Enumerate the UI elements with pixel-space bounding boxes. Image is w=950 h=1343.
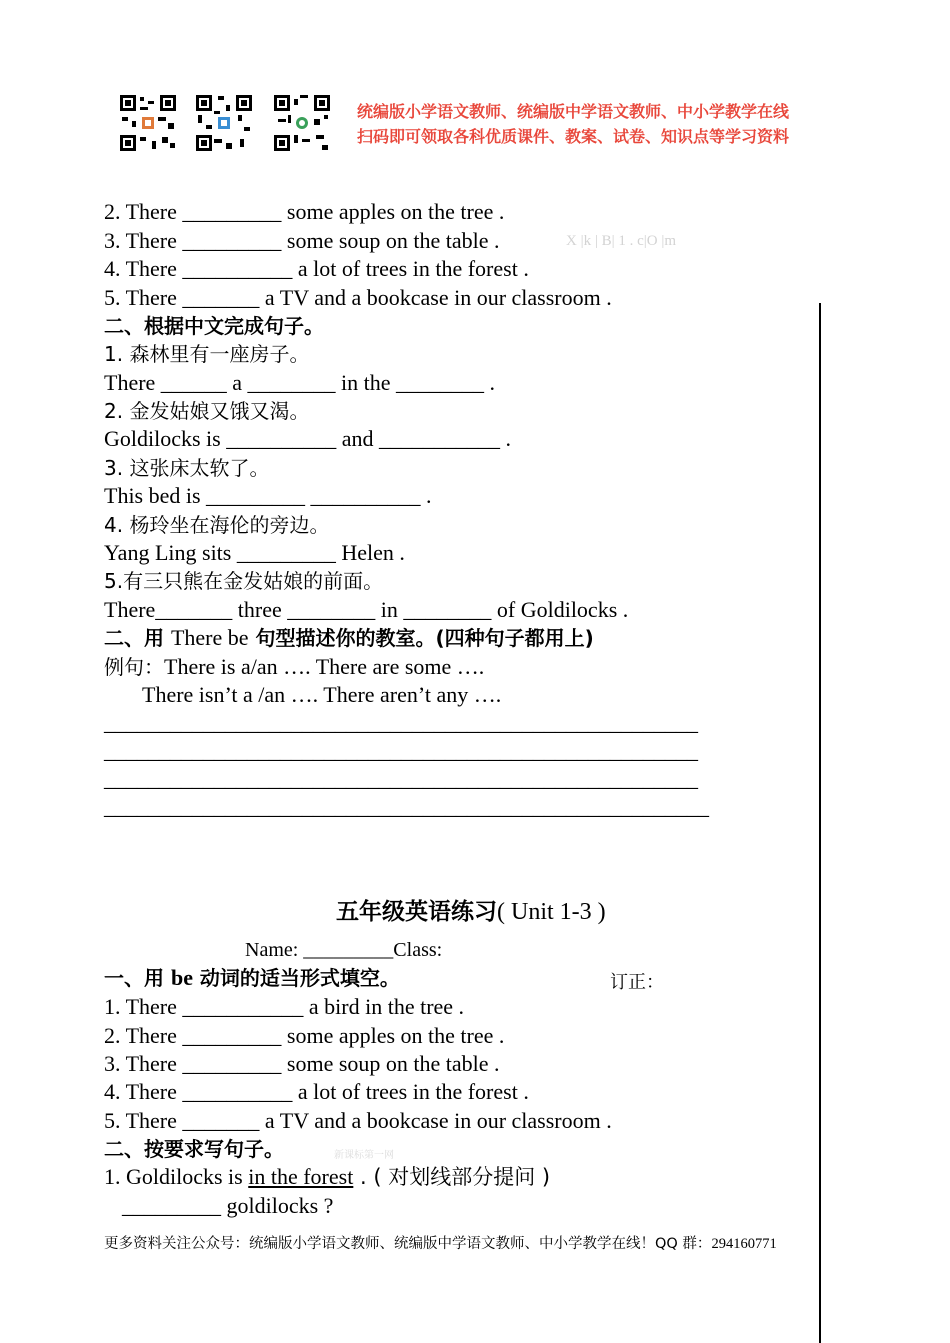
chinese-prompt: 2. 金发姑娘又饿又渴。: [104, 399, 310, 423]
footer: [104, 1232, 777, 1253]
header-line-2: 扫码即可领取各科优质课件、教案、试卷、知识点等学习资料: [357, 127, 790, 146]
header-line-1: 统编版小学语文教师、统编版中学语文教师、中小学教学在线: [357, 102, 790, 121]
header-banner: [357, 99, 789, 149]
item-text: 1. Goldilocks is: [104, 1164, 249, 1189]
section-heading: [104, 624, 594, 652]
example-line: There isn’t a /an …. There aren’t any ….: [142, 682, 502, 707]
title-cn: 五年级英语练习: [336, 899, 497, 925]
heading-part: 一、用: [104, 966, 171, 990]
english-blank: There ______ a ________ in the ________ .: [104, 370, 496, 395]
qr-code-3: [272, 93, 332, 153]
exercise-item: 2. There _________ some apples on the tree .: [104, 199, 505, 224]
underlined-phrase: in the forest: [248, 1164, 354, 1189]
chinese-prompt: 5.有三只熊在金发姑娘的前面。: [104, 569, 384, 593]
example-line: [104, 653, 484, 681]
exercise-item: 4. There __________ a lot of trees in the forest .: [104, 1079, 529, 1104]
footer-text: 更多资料关注公众号：统编版小学语文教师、统编版中学语文教师、中小学教学在线！QQ 群：: [104, 1236, 712, 1252]
heading-part: 二、用: [104, 626, 171, 650]
exercise-item: 3. There _________ some soup on the table .: [104, 1051, 500, 1076]
heading-part: There be: [170, 625, 249, 650]
heading-part: 动词的适当形式填空。: [192, 966, 400, 990]
name-class-line: Name: _________Class:: [245, 939, 443, 961]
exercise-item: 3. There _________ some soup on the table .: [104, 228, 500, 253]
watermark: X |k | B| 1 . c|O |m: [566, 233, 677, 249]
exercise-item: 5. There _______ a TV and a bookcase in our classroom .: [104, 285, 612, 310]
footer-qq: 294160771: [711, 1236, 777, 1252]
english-blank: Goldilocks is __________ and ___________ .: [104, 426, 511, 451]
exercise-item: 4. There __________ a lot of trees in the forest .: [104, 256, 529, 281]
example-label: 例句：: [104, 655, 164, 679]
exercise-item: 5. There _______ a TV and a bookcase in our classroom .: [104, 1108, 612, 1133]
exercise-item: [104, 1163, 550, 1191]
qr-code-2: [194, 93, 254, 153]
correction-label: 订正：: [610, 972, 664, 993]
section-heading: 二、按要求写句子。: [104, 1137, 284, 1161]
title-en: ( Unit 1-3 ): [497, 899, 606, 925]
section-heading: [104, 964, 400, 992]
item-text: . ( 对划线部分提问 ): [353, 1165, 551, 1189]
answer-line: ______________________________________________________: [104, 766, 698, 791]
chinese-prompt: 4. 杨玲坐在海伦的旁边。: [104, 513, 330, 537]
chinese-prompt: 3. 这张床太软了。: [104, 456, 270, 480]
english-blank: There_______ three ________ in ________ of Goldilocks .: [104, 597, 629, 622]
answer-line: _______________________________________________________: [104, 794, 709, 819]
example-text: There is a/an …. There are some ….: [164, 654, 485, 679]
chinese-prompt: 1. 森林里有一座房子。: [104, 342, 310, 366]
vertical-divider: [819, 303, 821, 1343]
answer-blank: _________ goldilocks ?: [122, 1193, 334, 1218]
english-blank: Yang Ling sits _________ Helen .: [104, 540, 405, 565]
exercise-item: 2. There _________ some apples on the tree .: [104, 1023, 505, 1048]
exercise-item: 1. There ___________ a bird in the tree .: [104, 994, 465, 1019]
answer-line: ______________________________________________________: [104, 738, 698, 763]
english-blank: This bed is _________ __________ .: [104, 483, 432, 508]
watermark: 新课标第一网: [334, 1150, 394, 1161]
answer-line: ______________________________________________________: [104, 710, 698, 735]
heading-part: 句型描述你的教室。(四种句子都用上): [248, 626, 594, 650]
worksheet-title: [336, 893, 606, 926]
qr-code-1: [118, 93, 178, 153]
heading-part: be: [170, 965, 193, 990]
section-heading: 二、根据中文完成句子。: [104, 314, 324, 338]
